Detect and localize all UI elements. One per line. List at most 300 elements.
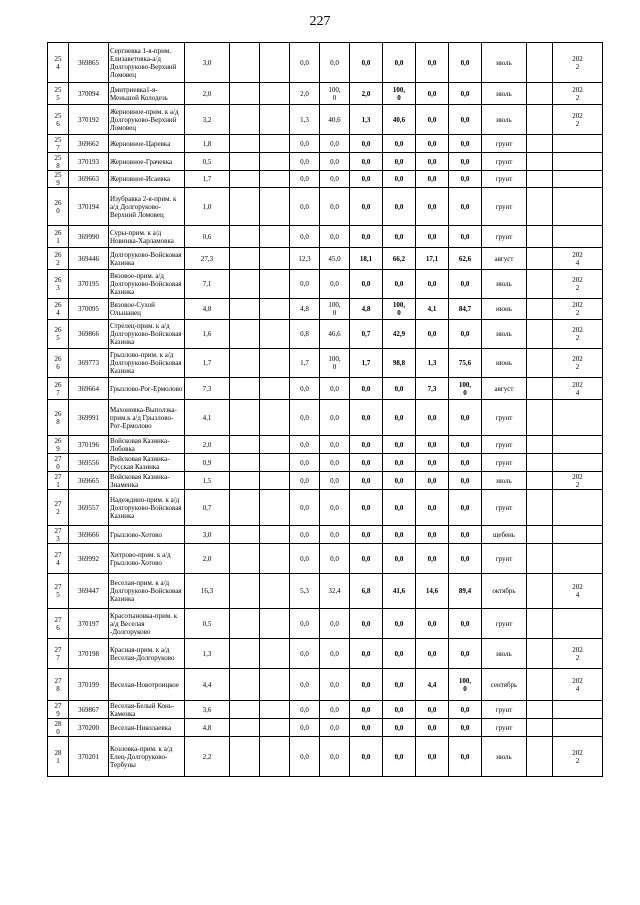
col-g: 0,0: [416, 544, 449, 574]
col-h: 100, 0: [449, 669, 482, 701]
road-table: [47, 42, 603, 777]
col-d: 0,0: [320, 490, 350, 526]
col-a: [230, 574, 260, 609]
col-h: 0,0: [449, 135, 482, 153]
road-id: 370094: [69, 83, 109, 105]
col-blank: [527, 574, 553, 609]
road-length: 7,1: [185, 270, 230, 299]
month: грунт: [482, 454, 527, 472]
month: грунт: [482, 490, 527, 526]
col-h: 0,0: [449, 701, 482, 719]
col-e: 0,0: [350, 526, 383, 544]
road-name: Грызлово-Рог-Ермолово: [109, 378, 185, 400]
col-blank: [527, 270, 553, 299]
col-c: 0,0: [290, 171, 320, 188]
col-blank: [527, 171, 553, 188]
col-c: 0,0: [290, 43, 320, 83]
col-blank: [527, 701, 553, 719]
row-number: 26 0: [48, 188, 69, 226]
col-blank: [527, 299, 553, 320]
road-name: Веселая-Николаевка: [109, 719, 185, 737]
col-e: 0,0: [350, 454, 383, 472]
col-a: [230, 609, 260, 639]
col-d: 100, 0: [320, 299, 350, 320]
col-b: [260, 436, 290, 454]
col-e: 0,0: [350, 378, 383, 400]
col-a: [230, 737, 260, 777]
col-c: 0,0: [290, 609, 320, 639]
road-id: 370199: [69, 669, 109, 701]
col-g: 0,0: [416, 490, 449, 526]
road-name: Козловка-прим. к а/д Елец-Долгоруково-Тербуны: [109, 737, 185, 777]
table-row: [48, 669, 603, 701]
row-number: 26 5: [48, 320, 69, 349]
road-length: 1,0: [185, 188, 230, 226]
col-e: 1,7: [350, 349, 383, 378]
month: грунт: [482, 135, 527, 153]
col-a: [230, 544, 260, 574]
table-row: [48, 544, 603, 574]
col-b: [260, 639, 290, 669]
table-row: [48, 737, 603, 777]
col-b: [260, 544, 290, 574]
col-a: [230, 226, 260, 248]
col-c: 2,0: [290, 83, 320, 105]
table-row: [48, 248, 603, 270]
road-length: 27,3: [185, 248, 230, 270]
col-blank: [527, 454, 553, 472]
col-f: 0,0: [383, 669, 416, 701]
col-b: [260, 83, 290, 105]
col-e: 0,0: [350, 135, 383, 153]
table-row: [48, 436, 603, 454]
table-row: [48, 320, 603, 349]
col-b: [260, 171, 290, 188]
col-g: 0,0: [416, 270, 449, 299]
road-name: Жерновное-прим. к а/д Долгоруково-Верхний Ломовец: [109, 105, 185, 135]
col-d: 0,0: [320, 135, 350, 153]
col-a: [230, 526, 260, 544]
col-c: 0,0: [290, 701, 320, 719]
col-h: 0,0: [449, 171, 482, 188]
col-blank: [527, 349, 553, 378]
road-id: 370196: [69, 436, 109, 454]
month: щебень: [482, 526, 527, 544]
col-f: 0,0: [383, 701, 416, 719]
road-length: 1,3: [185, 639, 230, 669]
col-h: 0,0: [449, 83, 482, 105]
col-f: 0,0: [383, 188, 416, 226]
col-blank: [527, 472, 553, 490]
road-name: Веселая-Новотроицкое: [109, 669, 185, 701]
col-f: 0,0: [383, 400, 416, 436]
col-blank: [527, 737, 553, 777]
table-row: [48, 153, 603, 171]
road-id: 369866: [69, 320, 109, 349]
col-h: 0,0: [449, 320, 482, 349]
col-e: 0,0: [350, 490, 383, 526]
month: грунт: [482, 171, 527, 188]
year: [553, 490, 603, 526]
row-number: 25 6: [48, 105, 69, 135]
road-name: Веселая-прим. к а/д Долгоруково-Войсковая Казинка: [109, 574, 185, 609]
row-number: 27 8: [48, 669, 69, 701]
road-name: Суры-прим. к а/д Новинка-Харламовка: [109, 226, 185, 248]
col-h: 0,0: [449, 544, 482, 574]
col-d: 46,6: [320, 320, 350, 349]
road-length: 1,7: [185, 171, 230, 188]
road-name: Вязовое-Сухой Ольшанец: [109, 299, 185, 320]
col-f: 0,0: [383, 490, 416, 526]
month: июль: [482, 105, 527, 135]
col-g: 0,0: [416, 226, 449, 248]
road-id: 369663: [69, 171, 109, 188]
road-name: Войсковая Казинка-Русская Казинка: [109, 454, 185, 472]
col-b: [260, 188, 290, 226]
road-id: 370195: [69, 270, 109, 299]
col-d: 0,0: [320, 378, 350, 400]
col-f: 0,0: [383, 226, 416, 248]
row-number: 27 4: [48, 544, 69, 574]
col-d: 0,0: [320, 43, 350, 83]
road-length: 0,6: [185, 226, 230, 248]
col-c: 0,0: [290, 153, 320, 171]
road-name: Изубравка 2-я-прим. к а/д Долгоруково-Верхний Ломовец: [109, 188, 185, 226]
col-a: [230, 105, 260, 135]
col-g: 0,0: [416, 135, 449, 153]
col-c: 0,0: [290, 436, 320, 454]
row-number: 27 3: [48, 526, 69, 544]
col-d: 40,6: [320, 105, 350, 135]
col-b: [260, 609, 290, 639]
road-length: 3,2: [185, 105, 230, 135]
col-e: 0,0: [350, 226, 383, 248]
month: грунт: [482, 719, 527, 737]
col-a: [230, 349, 260, 378]
col-f: 0,0: [383, 526, 416, 544]
col-e: 4,8: [350, 299, 383, 320]
month: июнь: [482, 299, 527, 320]
col-f: 0,0: [383, 737, 416, 777]
col-g: 0,0: [416, 737, 449, 777]
col-b: [260, 701, 290, 719]
col-h: 75,6: [449, 349, 482, 378]
col-f: 0,0: [383, 544, 416, 574]
road-id: 370095: [69, 299, 109, 320]
table-row: [48, 226, 603, 248]
col-c: 0,0: [290, 270, 320, 299]
road-name: Махоновка-Выползка-прим.к а/д Грызлово-Рог-Ермолово: [109, 400, 185, 436]
row-number: 27 6: [48, 609, 69, 639]
col-c: 0,0: [290, 719, 320, 737]
col-h: 84,7: [449, 299, 482, 320]
col-h: 0,0: [449, 719, 482, 737]
month: грунт: [482, 226, 527, 248]
col-a: [230, 299, 260, 320]
col-d: 0,0: [320, 472, 350, 490]
col-blank: [527, 248, 553, 270]
month: август: [482, 248, 527, 270]
table-row: [48, 105, 603, 135]
road-id: 370198: [69, 639, 109, 669]
col-a: [230, 188, 260, 226]
road-length: 1,8: [185, 135, 230, 153]
col-a: [230, 43, 260, 83]
col-blank: [527, 719, 553, 737]
col-e: 6,8: [350, 574, 383, 609]
month: октябрь: [482, 574, 527, 609]
road-name: Войсковая Казинка-Знаменка: [109, 472, 185, 490]
col-e: 0,0: [350, 669, 383, 701]
table-row: [48, 171, 603, 188]
col-b: [260, 270, 290, 299]
road-length: 4,8: [185, 299, 230, 320]
col-b: [260, 299, 290, 320]
road-id: 369990: [69, 226, 109, 248]
col-e: 1,3: [350, 105, 383, 135]
col-e: 0,0: [350, 639, 383, 669]
col-h: 100, 0: [449, 378, 482, 400]
col-h: 89,4: [449, 574, 482, 609]
month: июнь: [482, 349, 527, 378]
col-d: 0,0: [320, 400, 350, 436]
col-d: 0,0: [320, 669, 350, 701]
year: 202 2: [553, 43, 603, 83]
row-number: 28 1: [48, 737, 69, 777]
col-b: [260, 320, 290, 349]
table-row: [48, 472, 603, 490]
col-f: 42,9: [383, 320, 416, 349]
col-f: 0,0: [383, 43, 416, 83]
col-b: [260, 135, 290, 153]
col-g: 1,3: [416, 349, 449, 378]
road-id: 370201: [69, 737, 109, 777]
col-h: 0,0: [449, 436, 482, 454]
row-number: 27 1: [48, 472, 69, 490]
col-g: 0,0: [416, 153, 449, 171]
col-f: 0,0: [383, 135, 416, 153]
road-id: 369666: [69, 526, 109, 544]
col-f: 0,0: [383, 378, 416, 400]
road-length: 2,0: [185, 544, 230, 574]
col-a: [230, 472, 260, 490]
col-h: 0,0: [449, 226, 482, 248]
road-name: Жерновное-Грачевка: [109, 153, 185, 171]
row-number: 26 6: [48, 349, 69, 378]
col-e: 0,0: [350, 719, 383, 737]
row-number: 26 9: [48, 436, 69, 454]
year: [553, 226, 603, 248]
col-a: [230, 171, 260, 188]
col-blank: [527, 544, 553, 574]
col-b: [260, 737, 290, 777]
col-c: 0,8: [290, 320, 320, 349]
col-h: 0,0: [449, 188, 482, 226]
col-a: [230, 719, 260, 737]
row-number: 26 2: [48, 248, 69, 270]
col-f: 98,8: [383, 349, 416, 378]
col-f: 0,0: [383, 719, 416, 737]
col-g: 0,0: [416, 83, 449, 105]
col-h: 0,0: [449, 737, 482, 777]
row-number: 26 8: [48, 400, 69, 436]
col-f: 0,0: [383, 171, 416, 188]
col-g: 0,0: [416, 609, 449, 639]
month: сентябрь: [482, 669, 527, 701]
col-c: 0,0: [290, 378, 320, 400]
page-number: 227: [309, 14, 331, 29]
year: [553, 171, 603, 188]
col-d: 0,0: [320, 544, 350, 574]
col-f: 100, 0: [383, 83, 416, 105]
col-f: 0,0: [383, 639, 416, 669]
road-name: Грызлово-Хотово: [109, 526, 185, 544]
year: [553, 609, 603, 639]
col-blank: [527, 320, 553, 349]
col-b: [260, 669, 290, 701]
col-e: 0,0: [350, 171, 383, 188]
col-f: 0,0: [383, 153, 416, 171]
table-row: [48, 135, 603, 153]
year: [553, 188, 603, 226]
col-d: 32,4: [320, 574, 350, 609]
col-e: 0,0: [350, 472, 383, 490]
row-number: 27 5: [48, 574, 69, 609]
col-a: [230, 490, 260, 526]
col-blank: [527, 436, 553, 454]
col-a: [230, 248, 260, 270]
year: [553, 526, 603, 544]
col-g: 14,6: [416, 574, 449, 609]
col-h: 62,6: [449, 248, 482, 270]
col-d: 0,0: [320, 737, 350, 777]
road-id: 369556: [69, 454, 109, 472]
road-id: 369665: [69, 472, 109, 490]
col-b: [260, 526, 290, 544]
col-a: [230, 153, 260, 171]
col-c: 0,0: [290, 544, 320, 574]
col-d: 0,0: [320, 188, 350, 226]
col-a: [230, 135, 260, 153]
col-a: [230, 378, 260, 400]
col-blank: [527, 188, 553, 226]
road-length: 7,3: [185, 378, 230, 400]
col-h: 0,0: [449, 526, 482, 544]
col-c: 1,3: [290, 105, 320, 135]
row-number: 26 1: [48, 226, 69, 248]
col-blank: [527, 83, 553, 105]
col-e: 0,0: [350, 400, 383, 436]
col-g: 0,0: [416, 639, 449, 669]
col-c: 12,3: [290, 248, 320, 270]
col-b: [260, 490, 290, 526]
col-b: [260, 472, 290, 490]
month: грунт: [482, 400, 527, 436]
month: грунт: [482, 544, 527, 574]
col-e: 0,0: [350, 609, 383, 639]
year: [553, 153, 603, 171]
col-f: 100, 0: [383, 299, 416, 320]
table-row: [48, 490, 603, 526]
road-name: Веселая-Белый Конь-Каменка: [109, 701, 185, 719]
col-c: 1,7: [290, 349, 320, 378]
year: 202 4: [553, 669, 603, 701]
table-row: [48, 719, 603, 737]
year: 202 2: [553, 299, 603, 320]
year: [553, 436, 603, 454]
col-f: 0,0: [383, 472, 416, 490]
col-f: 41,6: [383, 574, 416, 609]
year: [553, 135, 603, 153]
table-body: [48, 43, 603, 777]
col-e: 0,0: [350, 544, 383, 574]
col-b: [260, 378, 290, 400]
col-g: 0,0: [416, 719, 449, 737]
col-g: 0,0: [416, 701, 449, 719]
col-g: 0,0: [416, 472, 449, 490]
col-d: 0,0: [320, 639, 350, 669]
col-c: 0,0: [290, 472, 320, 490]
road-id: 369557: [69, 490, 109, 526]
col-d: 0,0: [320, 526, 350, 544]
month: июль: [482, 472, 527, 490]
year: [553, 701, 603, 719]
col-f: 0,0: [383, 436, 416, 454]
year: [553, 400, 603, 436]
col-blank: [527, 400, 553, 436]
col-a: [230, 320, 260, 349]
col-a: [230, 669, 260, 701]
col-g: 0,0: [416, 320, 449, 349]
year: 202 2: [553, 472, 603, 490]
col-b: [260, 400, 290, 436]
col-e: 2,0: [350, 83, 383, 105]
road-length: 0,7: [185, 490, 230, 526]
col-g: 0,0: [416, 43, 449, 83]
table-row: [48, 270, 603, 299]
col-a: [230, 400, 260, 436]
col-b: [260, 153, 290, 171]
row-number: 25 8: [48, 153, 69, 171]
col-h: 0,0: [449, 105, 482, 135]
col-d: 0,0: [320, 701, 350, 719]
col-b: [260, 719, 290, 737]
col-c: 0,0: [290, 188, 320, 226]
road-length: 3,0: [185, 43, 230, 83]
col-e: 0,0: [350, 737, 383, 777]
road-length: 4,1: [185, 400, 230, 436]
road-length: 2,0: [185, 83, 230, 105]
col-c: 0,0: [290, 737, 320, 777]
col-d: 100, 0: [320, 349, 350, 378]
row-number: 25 9: [48, 171, 69, 188]
col-c: 0,0: [290, 639, 320, 669]
col-c: 0,0: [290, 526, 320, 544]
col-blank: [527, 226, 553, 248]
road-length: 2,0: [185, 436, 230, 454]
road-id: 369992: [69, 544, 109, 574]
year: 202 2: [553, 105, 603, 135]
col-blank: [527, 135, 553, 153]
road-name: Хитрово-прим. к а/д Грызлово-Хотово: [109, 544, 185, 574]
year: 202 2: [553, 320, 603, 349]
col-g: 0,0: [416, 188, 449, 226]
col-blank: [527, 153, 553, 171]
col-d: 0,0: [320, 436, 350, 454]
col-f: 40,6: [383, 105, 416, 135]
col-h: 0,0: [449, 490, 482, 526]
table-row: [48, 639, 603, 669]
